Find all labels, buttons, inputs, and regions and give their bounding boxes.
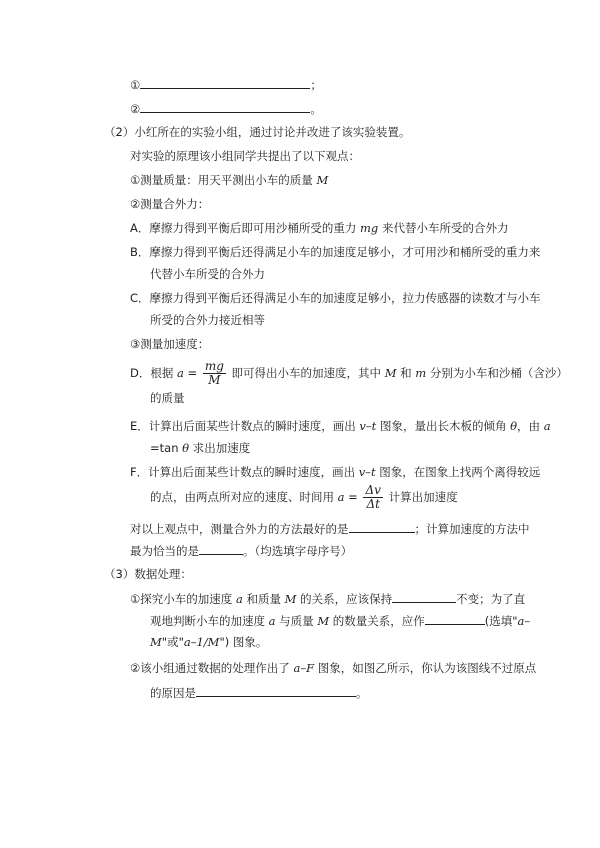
option-d-line-2: 的质量 [150,391,185,405]
option-f-line-2: 的点，由两点所对应的速度、时间用 a = $\frac{\Delta v}{\Delta t}$ 计算出加速度 [150,483,458,511]
acceleration-heading: ③测量加速度： [130,337,210,351]
formula-fraction: $\frac{\Delta v}{\Delta t}$ [365,483,381,511]
option-b-line-1: B．摩擦力得到平衡后还得满足小车的加速度足够小，才可用沙和桶所受的重力来 [130,245,541,259]
option-c-line-1: C．摩擦力得到平衡后还得满足小车的加速度足够小，拉力传感器的读数才与小车 [130,291,541,305]
section-3-heading: （3）数据处理： [104,567,192,581]
data-line-4: ②该小组通过数据的处理作出了 a–F 图象，如图乙所示，你认为该图线不过原点 [130,661,537,675]
section-2-heading: （2）小红所在的实验小组，通过讨论并改进了该实验装置。 [104,125,411,139]
answer-blank[interactable] [140,76,310,89]
option-c-line-2: 所受的合外力接近相等 [150,313,265,327]
data-line-5: 的原因是 。 [150,686,368,700]
option-f-line-1: F．计算出后面某些计数点的瞬时速度，画出 v–t 图象，在图象上找两个离得较远 [130,465,541,479]
data-line-1: ①探究小车的加速度 a 和质量 M 的关系，应该保持 不变；为了直 [130,592,526,606]
option-a: A．摩擦力得到平衡后即可用沙桶所受的重力 mg 来代替小车所受的合外力 [130,221,509,235]
answer-blank[interactable] [199,542,243,555]
option-b-line-2: 代替小车所受的合外力 [150,267,265,281]
conclusion-line-1: 对以上观点中，测量合外力的方法最好的是 ；计算加速度的方法中 [130,522,530,536]
answer-line-1: ① ； [130,78,322,92]
option-d-line-1: D．根据 a = $\frac{mg}{M}$ 即可得出小车的加速度，其中 M 和 m 分别为小车和沙桶（含沙） [130,359,568,387]
conclusion-line-2: 最为恰当的是 。（均选填字母序号） [130,544,353,558]
data-line-2: 观地判断小车的加速度 a 与质量 M 的数量关系，应作 (选填"a– [150,614,531,628]
answer-blank[interactable] [425,612,485,625]
answer-blank[interactable] [349,520,415,533]
option-e-line-2: =tan θ 求出加速度 [150,441,251,455]
data-line-3: M"或"a–1/M") 图象。 [150,635,268,649]
mass-viewpoint: ①测量质量：用天平测出小车的质量 M [130,173,329,187]
answer-line-2: ② 。 [130,102,322,116]
option-e-line-1: E．计算出后面某些计数点的瞬时速度，画出 v–t 图象，量出长木板的倾角 θ，由 a [130,419,551,433]
formula-fraction: $\frac{mg}{M}$ [204,359,224,387]
force-heading: ②测量合外力： [130,197,210,211]
answer-blank[interactable] [196,684,356,697]
section-2-intro: 对实验的原理该小组同学共提出了以下观点： [130,149,360,163]
answer-blank[interactable] [392,590,456,603]
answer-blank[interactable] [140,100,310,113]
